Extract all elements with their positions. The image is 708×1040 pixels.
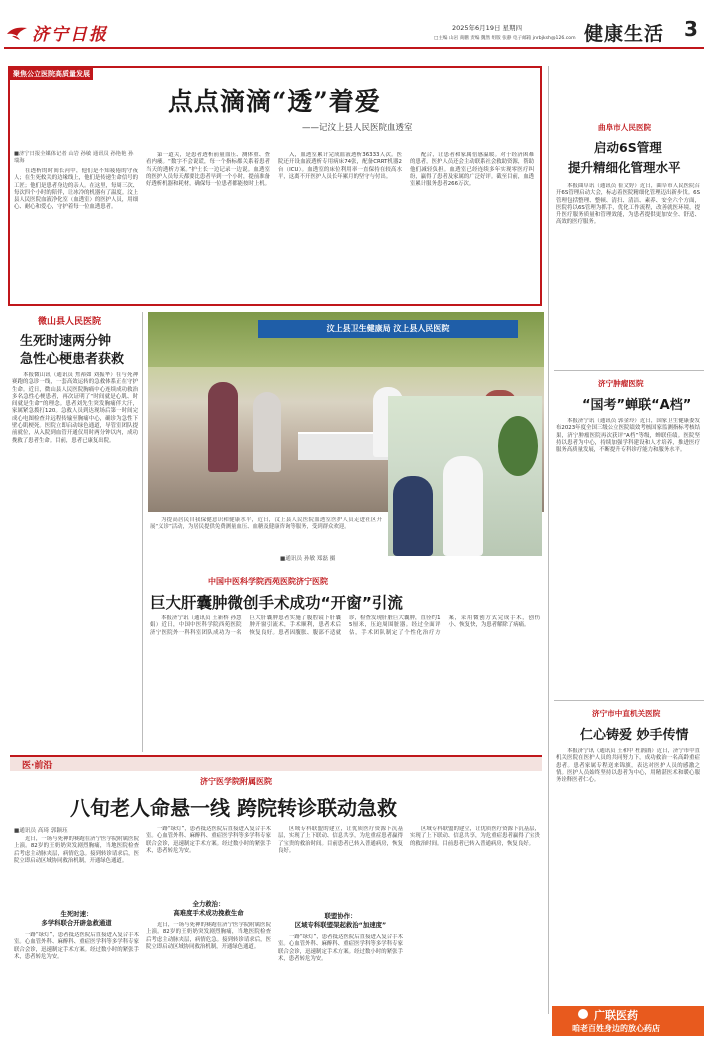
right1-text [556,183,700,363]
bottom-sub1-b: 多学科联合开辟急救通道 [41,919,112,927]
lead-col4-text: 配合，让患者和家属倍感温暖。对于经济困难的患者，医护人员还会主动联系社会救助资源，帮助他们减轻负担。血透室已经连续多年实现零医疗纠纷，赢得了患者及家属的广泛好评。截至目前，血透室累计服务患者266万次。 [410,152,534,188]
photo-caption-text: 为提高居民自我保健意识和健康水平，近日，汶上县人民医院血透室医护人员走进社区开展“义诊”活动，为居民提供免费测量血压、血糖及健康咨询等服务，受到群众欢迎。 [150,517,382,531]
left-kicker: 微山县人民医院 [38,317,102,327]
lead-col4 [410,152,534,300]
bottom-col3b [278,934,403,1032]
bottom-col3 [278,826,403,906]
photo-person [393,476,433,556]
bottom-byline: ■通讯员 高琦 郭颖珏 [14,828,68,834]
divider [142,312,143,752]
lead-kicker [10,68,93,80]
right2-body: 本报济宁讯（通讯员 郭金玲）近日，国家卫生健康委发布2023年度全国三级公立医院绩效考核国家监测指标考核结果，济宁肿瘤医院再次获评“A档”等级，蝉联佳绩。医院坚持以患者为中心，持续加强学科建设和人才培养，推进医疗服务高质量发展，不断提升专科诊疗能力和服务水平。 [556,418,700,454]
bottom-title: 八旬老人命悬一线 跨院转诊联动急救 [70,796,397,820]
mid-story-body: 本报济宁讯（通讯员 王新桥 孙慧娟）近日，中国中医科学院西苑医院济宁医院外一科科室团队成功为一名巨大肝囊肿患者实施了腹腔镜下肝囊肿开窗引流术，手术顺利，患者术后恢复良好。患者因腹胀、腹部不适就诊，检查发现肝脏巨大囊肿，直径约15厘米，压迫周围脏器。经过全面评估，手术团队制定了个性化治疗方案，采用微创方式完成手术，创伤小、恢复快，为患者解除了病痛。 [150,615,540,636]
ad-banner [552,1006,704,1036]
right3-body: 本报济宁讯（通讯员 王和中 杜鹃鹃）近日，济宁市中直机关医院在医护人员的共同努力下，成功救治一名高龄重症患者。患者家属专程送来锦旗，表达对医护人员的感激之情。医护人员始终坚持以患者为中心，用精湛医术和暖心服务诠释医者仁心。 [556,748,700,784]
bottom-kicker-text: 医·前沿 [22,761,53,771]
bottom-sub2-b: 高难度手术成功挽救生命 [173,909,244,917]
right-rule [554,370,704,371]
bottom-col2b [146,922,271,1032]
bottom-col4 [410,826,540,1032]
section-title: 健康生活 [584,23,665,45]
photo-banner-text: 汶上县卫生健康局 汶上县人民医院 [326,324,450,333]
bottom-col4-text: 区域专科联盟的建立，让优质医疗资源下沉基层，实现了上下联动、信息共享，为危重症患者赢得了宝贵的救治时间。目前患者已转入普通病房，恢复良好。 [410,826,540,847]
masthead-date: 2025年6月19日 星期四 [452,24,523,32]
lead-col2 [146,152,270,300]
bottom-col1b [14,932,139,1032]
bottom-sub3 [278,912,403,930]
bottom-sub1-a: 生死时速： [60,910,93,918]
bottom-col2-text: 一路“绿灯”，患者抵达医院后直接进入复合手术室。心血管外科、麻醉科、重症医学科等多学科专家联合会诊，迅速制定手术方案。经过数小时的紧张手术，患者转危为安。 [146,826,271,854]
right3-text [556,748,700,998]
ad-slogan: 咱老百姓身边的放心药店 [572,1024,660,1033]
photo-plant [498,416,538,476]
logo [6,20,108,45]
bottom-col3b-text: 一路“绿灯”，患者抵达医院后直接进入复合手术室。心血管外科、麻醉科、重症医学科等多学科专家联合会诊，迅速制定手术方案。经过数小时的紧张手术，患者转危为安。 [278,934,403,962]
lead-col1-text: 在透析的时间长河中，他们是不知疲倦的守夜人；在生死攸关的边缘线上，他们是传递生命信号的工匠；他们是患者身边的亲人。在这里，每周三次、每次四个小时的陪伴，让冰冷的机器有了温度。汶上县人民医院血液净化室（血透室）的医护人员，用细心、耐心和爱心，守护着每一位血透患者。 [14,168,138,211]
mid-title: 巨大肝囊肿微创手术成功“开窗”引流 [150,594,403,612]
bottom-sub2-a: 全力救治： [192,900,225,908]
left-story-text [12,372,138,752]
right2-text [556,418,700,688]
right1-body: 本报曲阜讯（通讯员 崔文婷）近日，曲阜市人民医院召开6S管理启动大会，标志着医院精细化管理迈出新步伐。6S管理包括整理、整顿、清扫、清洁、素养、安全六个方面，医院将以6S管理为抓手，优化工作流程，改善就医环境，提升医疗服务质量和管理效能，为患者提供更加安全、舒适、高效的医疗服务。 [556,183,700,226]
right1-kicker: 曲阜市人民医院 [598,123,652,132]
ad-logo-icon [578,1009,588,1019]
bottom-col1-text: 近日，一场与死神的赛跑在济宁医学院附属医院上演。82岁的王奶奶突发剧烈胸痛，当地医院检查后考虑主动脉夹层，病情危急。接到转诊请求后，医院立即启动区域协同救治机制，开通绿色通道。 [14,836,139,864]
right2-title: “国考”蝉联“A档” [582,398,692,413]
bottom-sub-kicker: 济宁医学院附属医院 [200,777,272,786]
photo-caption [150,517,382,554]
lead-col3 [278,152,402,300]
page-number: 3 [684,17,698,41]
photo-banner [258,320,518,338]
photo-person [443,456,483,556]
bottom-sub3-b: 区域专科联盟架起救治“加速度” [294,921,387,929]
left-title-2: 急性心梗患者获救 [20,352,125,367]
bottom-col1b-text: 一路“绿灯”，患者抵达医院后直接进入复合手术室。心血管外科、麻醉科、重症医学科等多学科专家联合会诊，迅速制定手术方案。经过数小时的紧张手术，患者转危为安。 [14,932,139,960]
bottom-sub3-a: 联盟协作： [324,912,357,920]
masthead [0,0,708,50]
right1-title-2: 提升精细化管理水平 [568,160,681,175]
photo-person [208,382,238,472]
right1-title-1: 启动6S管理 [594,140,662,155]
nurse-photo [388,396,542,556]
bottom-col2 [146,826,271,896]
bottom-sub2 [146,900,271,918]
mid-kicker: 中国中医科学院西苑医院济宁医院 [208,577,328,586]
left-title-1: 生死时速两分钟 [20,334,112,349]
photo-person [253,392,281,472]
lead-col1 [14,168,138,300]
masthead-rule [4,47,704,49]
lead-col2-text: 第一道关，是患者透析前量血压、测体重、查看内瘘。“数字不会说谎，每一个指标都关系着患者当天的透析方案。”护士长一边记录一边说。血透室的医护人员每天都要比患者早到一个小时，提前准备好透析机器和耗材，确保每一位患者都能按时上机。 [146,152,270,188]
bottom-col1 [14,836,139,906]
lead-col3-text: 入，血透室累计完成血液透析36333人次。医院还开设血液透析专用病床74张，配备CRRT机器2台（ICU）。血透室的床位利用率一直保持在较高水平，这离不开医护人员长年累月的坚守与付出。 [278,152,402,180]
lead-kicker-text: 聚焦公立医院高质量发展 [13,70,90,78]
right3-kicker: 济宁市中直机关医院 [592,709,661,718]
lead-byline: ■济宁日报全媒体记者 山岩 孙敏 通讯员 孙艳艳 孙瑞海 [14,151,134,164]
photo-credit: ■通讯员 孙敏 郑磊 摄 [280,556,336,562]
logo-text: 济宁日报 [32,25,108,45]
lead-subtitle: ——记汶上县人民医院血透室 [302,123,413,133]
mid-story-text [150,615,540,735]
right-rule [554,700,704,701]
lead-title: 点点滴滴“透”着爱 [168,87,381,116]
bottom-kicker [10,755,542,771]
right3-title: 仁心铸爱 妙手传情 [580,728,689,743]
bottom-sub1 [14,910,139,928]
left-story-body: 本报微山讯（通讯员 焦裕如 刘振华）在与死神赛跑的急诊一线，一套高效运转的急救体系正在守护生命。近日，微山县人民医院胸痛中心连续成功救治多名急性心梗患者，再次证明了“时间就是心肌、时间就是生命”的理念。患者刘先生突发胸痛伴大汗，家属紧急拨打120。急救人员到达现场后第一时间完成心电图检查并远程传输至胸痛中心，确诊为急性下壁心肌梗死。医院立即启动绿色通道，导管室团队提前就位，从入院到血管开通仅用时两分钟以内，成功挽救了患者生命。目前，患者已康复出院。 [12,372,138,444]
right-divider [548,66,549,1014]
ad-brand: 广联医药 [594,1009,638,1022]
bottom-col3-text: 区域专科联盟的建立，让优质医疗资源下沉基层，实现了上下联动、信息共享，为危重症患者赢得了宝贵的救治时间。目前患者已转入普通病房，恢复良好。 [278,826,403,854]
masthead-editors: □主编 山岩 商鹏 责编 魏然 组版 张静 电子邮箱 jnrbjksh@126.com [434,36,576,41]
bottom-col2b-text: 近日，一场与死神的赛跑在济宁医学院附属医院上演。82岁的王奶奶突发剧烈胸痛，当地医院检查后考虑主动脉夹层，病情危急。接到转诊请求后，医院立即启动区域协同救治机制，开通绿色通道。 [146,922,271,950]
right2-kicker: 济宁肿瘤医院 [598,379,644,388]
logo-bird-icon [6,25,28,41]
